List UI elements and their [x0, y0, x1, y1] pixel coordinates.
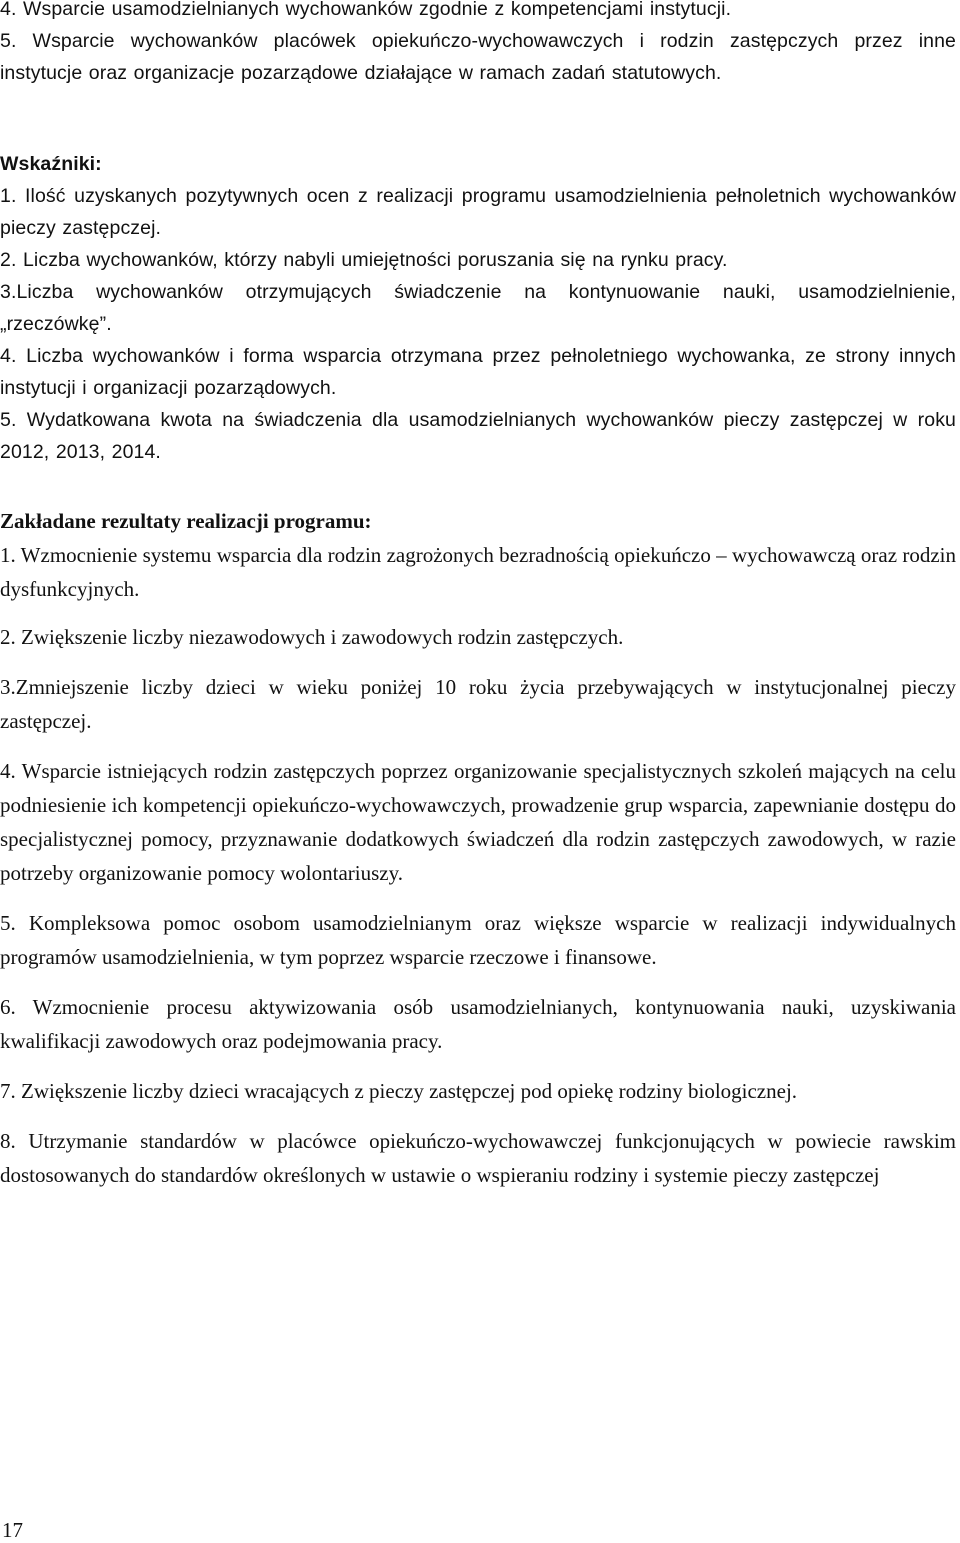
indicator-item-4: 4. Liczba wychowanków i forma wsparcia otrzymana przez pełnoletniego wychowanka, ze strony innych instytucji i organizacji pozarządowych. [0, 345, 956, 399]
results-heading: Zakładane rezultaty realizacji programu: [0, 509, 372, 533]
result-item-1: 1. Wzmocnienie systemu wsparcia dla rodzin zagrożonych bezradnością opiekuńczo – wychowawczą oraz rodzin dysfunkcyjnych. [0, 543, 956, 601]
result-item-8: 8. Utrzymanie standardów w placówce opiekuńczo-wychowawczej funkcjonujących w powiecie rawskim dostosowanych do standardów określonych w ustawie o wspieraniu rodziny i systemie pieczy zastępczej [0, 1129, 956, 1187]
support-list [0, 0, 956, 89]
result-item-3: 3.Zmniejszenie liczby dzieci w wieku poniżej 10 roku życia przebywających w instytucjonalnej pieczy zastępczej. [0, 675, 956, 733]
results-section [0, 504, 956, 1208]
indicators-section [0, 148, 956, 468]
result-item-4: 4. Wsparcie istniejących rodzin zastępczych poprzez organizowanie specjalistycznych szkoleń mających na celu podniesienie ich kompetencji opiekuńczo-wychowawczych, prowadzenie grup wsparcia, zapewnianie dostępu do specjalistycznej pomocy, przyznawanie dodatkowych świadczeń dla rodzin zastępczych zawodowych, w razie potrzeby organizowanie pomocy wolontariuszy. [0, 759, 956, 885]
result-item-7: 7. Zwiększenie liczby dzieci wracających z pieczy zastępczej pod opiekę rodziny biologicznej. [0, 1079, 798, 1103]
support-item-5: 5. Wsparcie wychowanków placówek opiekuńczo-wychowawczych i rodzin zastępczych przez inne instytucje oraz organizacje pozarządowe działające w ramach zadań statutowych. [0, 30, 956, 84]
indicator-item-2: 2. Liczba wychowanków, którzy nabyli umiejętności poruszania się na rynku pracy. [0, 249, 728, 271]
indicators-heading: Wskaźniki: [0, 153, 102, 175]
support-item-4: 4. Wsparcie usamodzielnianych wychowanków zgodnie z kompetencjami instytucji. [0, 0, 732, 20]
result-item-5: 5. Kompleksowa pomoc osobom usamodzielnianym oraz większe wsparcie w realizacji indywidualnych programów usamodzielnienia, w tym poprzez wsparcie rzeczowe i finansowe. [0, 911, 956, 969]
indicator-item-5: 5. Wydatkowana kwota na świadczenia dla usamodzielnianych wychowanków pieczy zastępczej w roku 2012, 2013, 2014. [0, 409, 956, 463]
page-number: 17 [2, 1518, 23, 1542]
indicator-item-1: 1. Ilość uzyskanych pozytywnych ocen z realizacji programu usamodzielnienia pełnoletnich wychowanków pieczy zastępczej. [0, 185, 956, 239]
indicator-item-3: 3.Liczba wychowanków otrzymujących świadczenie na kontynuowanie nauki, usamodzielnienie, „rzeczówkę”. [0, 281, 956, 335]
result-item-2: 2. Zwiększenie liczby niezawodowych i zawodowych rodzin zastępczych. [0, 625, 624, 649]
result-item-6: 6. Wzmocnienie procesu aktywizowania osób usamodzielnianych, kontynuowania nauki, uzyskiwania kwalifikacji zawodowych oraz podejmowania pracy. [0, 995, 956, 1053]
